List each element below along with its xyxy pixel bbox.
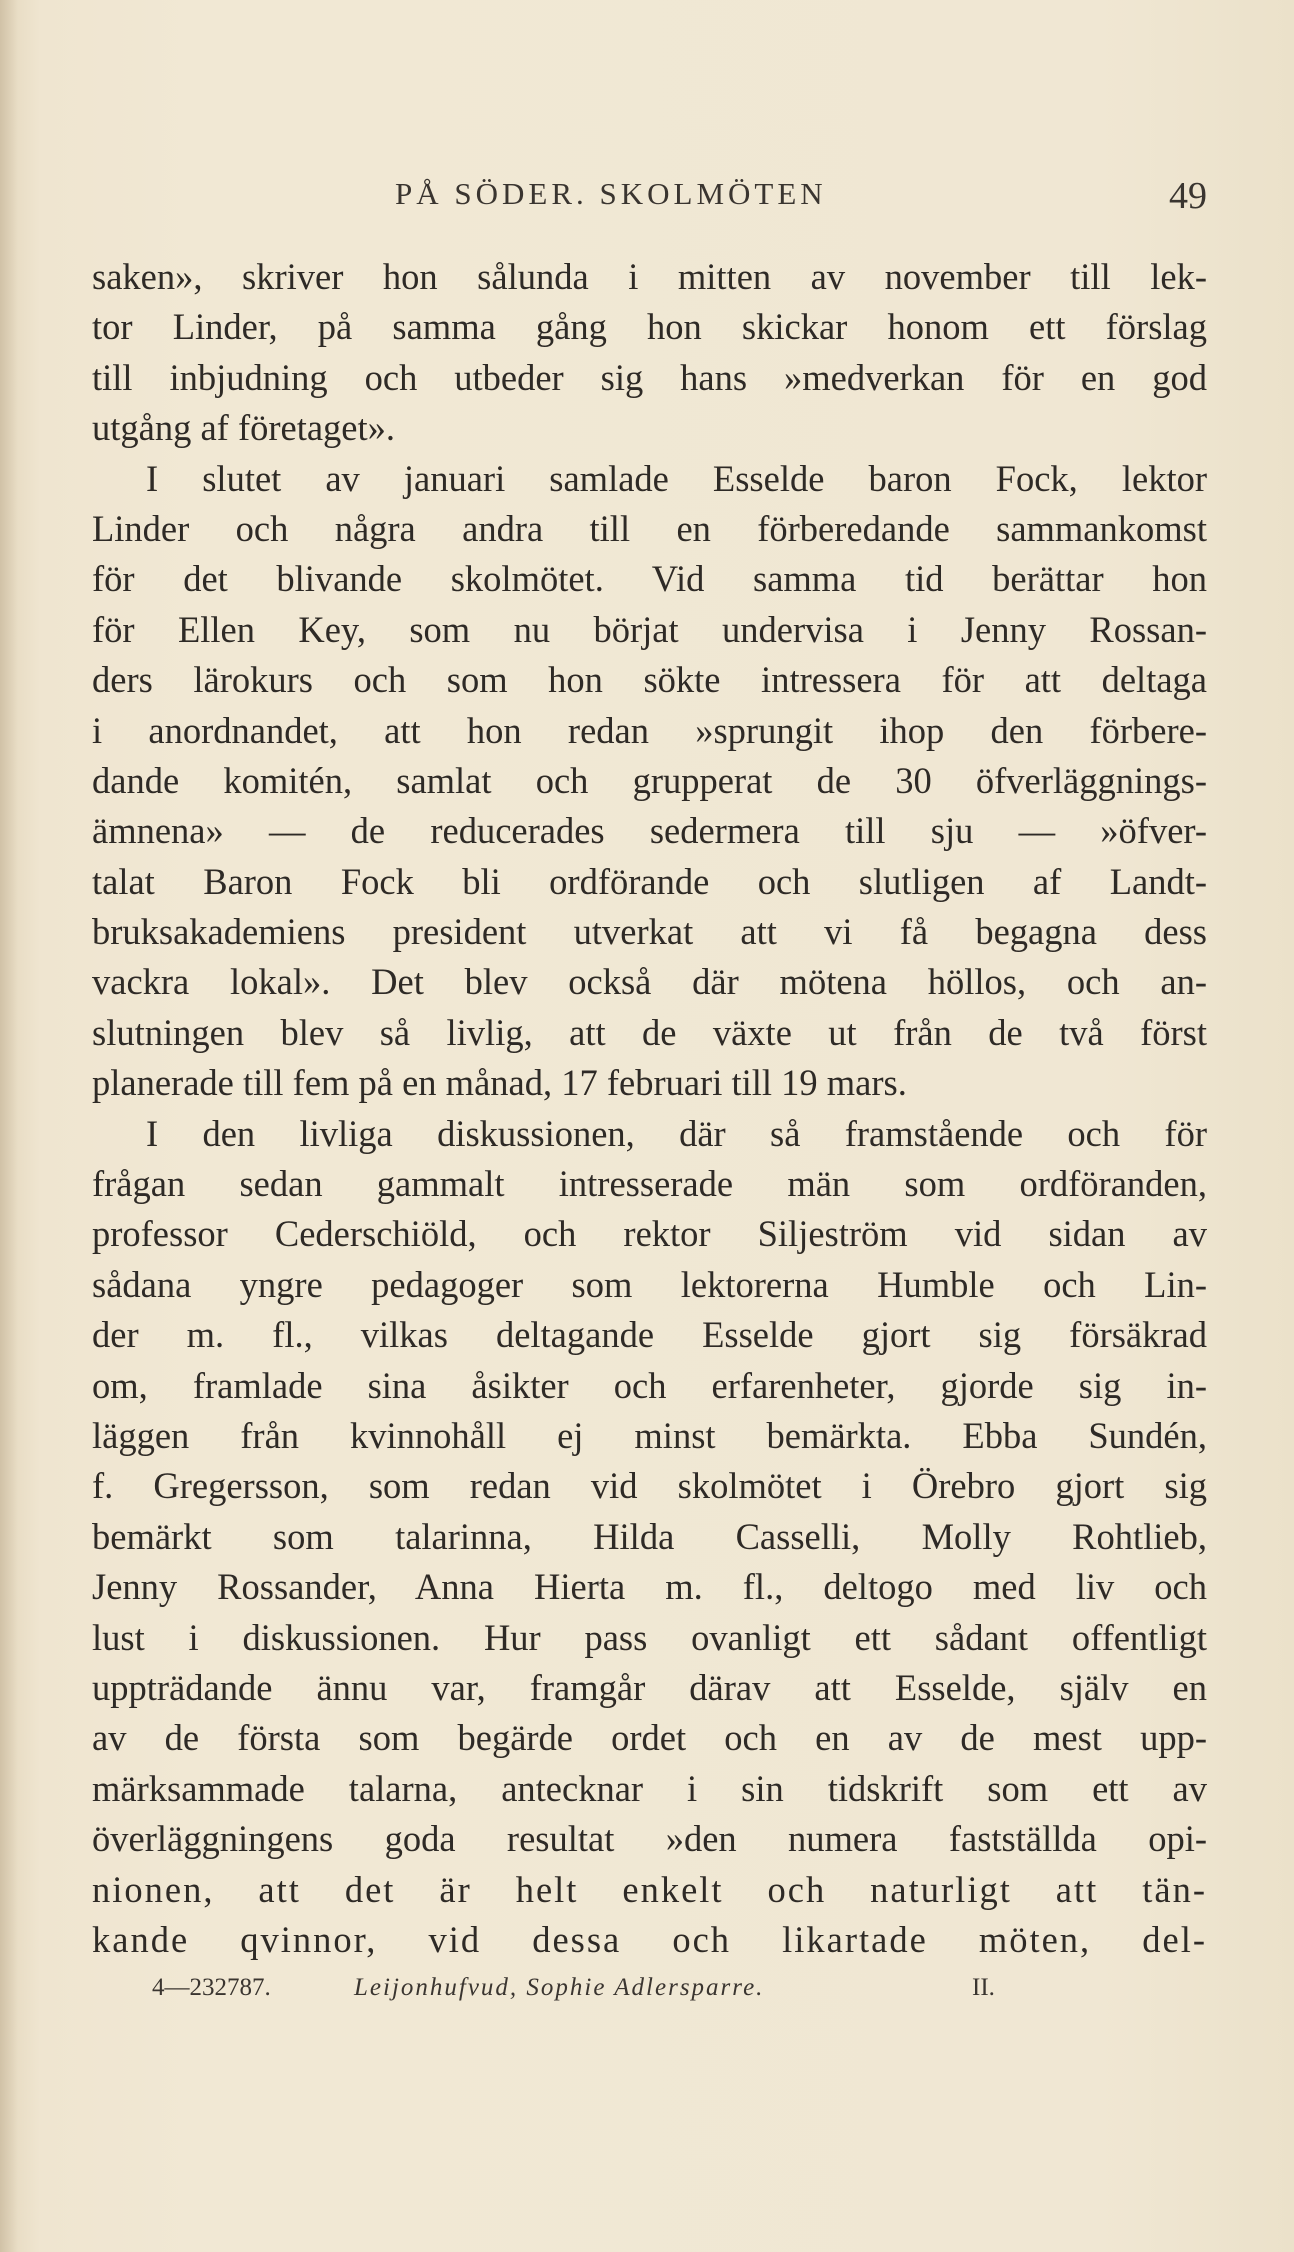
text-line: till inbjudning och utbeder sig hans »medverkan för en god <box>92 356 1207 398</box>
text-line: kande qvinnor, vid dessa och likartade möten, del- <box>92 1918 1207 1960</box>
text-line: vackra lokal». Det blev också där mötena höllos, och an- <box>92 961 1207 1003</box>
text-line: utgång af företaget». <box>92 407 396 449</box>
text-line: I den livliga diskussionen, där så framstående och för <box>146 1112 1207 1154</box>
page-number: 49 <box>1169 175 1207 217</box>
text-line: planerade till fem på en månad, 17 februari till 19 mars. <box>92 1062 907 1104</box>
text-line: saken», skriver hon sålunda i mitten av november till lek- <box>92 256 1207 297</box>
text-line: för Ellen Key, som nu börjat undervisa i Jenny Rossan- <box>92 608 1207 650</box>
text-line: Linder och några andra till en förberedande sammankomst <box>92 507 1207 549</box>
page-edge-shadow <box>0 0 18 2252</box>
text-line: slutningen blev så livlig, att de växte ut från de två först <box>92 1011 1207 1053</box>
text-line: f. Gregersson, som redan vid skolmötet i Örebro gjort sig <box>92 1465 1207 1507</box>
signature-code: 4—232787. <box>152 1974 271 2001</box>
text-line: uppträdande ännu var, framgår därav att Esselde, själv en <box>92 1666 1207 1708</box>
running-head: PÅ SÖDER. SKOLMÖTEN <box>395 176 827 211</box>
text-line: nionen, att det är helt enkelt och naturligt att tän- <box>92 1868 1207 1910</box>
text-line: för det blivande skolmötet. Vid samma tid berättar hon <box>92 558 1207 600</box>
text-line: ämnena» — de reducerades sedermera till sju — »öfver- <box>92 810 1207 852</box>
text-line: Jenny Rossander, Anna Hierta m. fl., deltogo med liv och <box>92 1566 1207 1608</box>
text-line: I slutet av januari samlade Esselde baron Fock, lektor <box>146 457 1207 499</box>
text-line: talat Baron Fock bli ordförande och slutligen af Landt- <box>92 860 1207 902</box>
text-line: märksammade talarna, antecknar i sin tidskrift som ett av <box>92 1767 1207 1809</box>
text-line: läggen från kvinnohåll ej minst bemärkta. Ebba Sundén, <box>92 1414 1207 1456</box>
body-text <box>92 252 1207 1965</box>
text-line: der m. fl., vilkas deltagande Esselde gjort sig försäkrad <box>92 1314 1207 1356</box>
text-line: lust i diskussionen. Hur pass ovanligt ett sådant offentligt <box>92 1616 1207 1658</box>
signature-title: Leijonhufvud, Sophie Adlersparre. <box>354 1974 765 2001</box>
text-line: bruksakademiens president utverkat att vi få begagna dess <box>92 911 1207 953</box>
text-line: frågan sedan gammalt intresserade män som ordföranden, <box>92 1163 1207 1205</box>
text-line: i anordnandet, att hon redan »sprungit ihop den förbere- <box>92 709 1207 751</box>
text-line: professor Cederschiöld, och rektor Siljeström vid sidan av <box>92 1213 1207 1255</box>
text-line: överläggningens goda resultat »den numera fastställda opi- <box>92 1818 1207 1860</box>
signature-volume: II. <box>972 1974 995 2001</box>
text-line: ders lärokurs och som hon sökte intressera för att deltaga <box>92 659 1207 701</box>
text-line: tor Linder, på samma gång hon skickar honom ett förslag <box>92 306 1207 348</box>
text-line: av de första som begärde ordet och en av de mest upp- <box>92 1717 1207 1759</box>
text-line: bemärkt som talarinna, Hilda Casselli, Molly Rohtlieb, <box>92 1515 1207 1557</box>
printer-signature <box>92 1974 1207 2018</box>
text-line: om, framlade sina åsikter och erfarenheter, gjorde sig in- <box>92 1364 1207 1406</box>
text-line: sådana yngre pedagoger som lektorerna Humble och Lin- <box>92 1263 1207 1305</box>
text-line: dande komitén, samlat och grupperat de 30 öfverläggnings- <box>92 759 1207 801</box>
page-header <box>92 168 1207 228</box>
